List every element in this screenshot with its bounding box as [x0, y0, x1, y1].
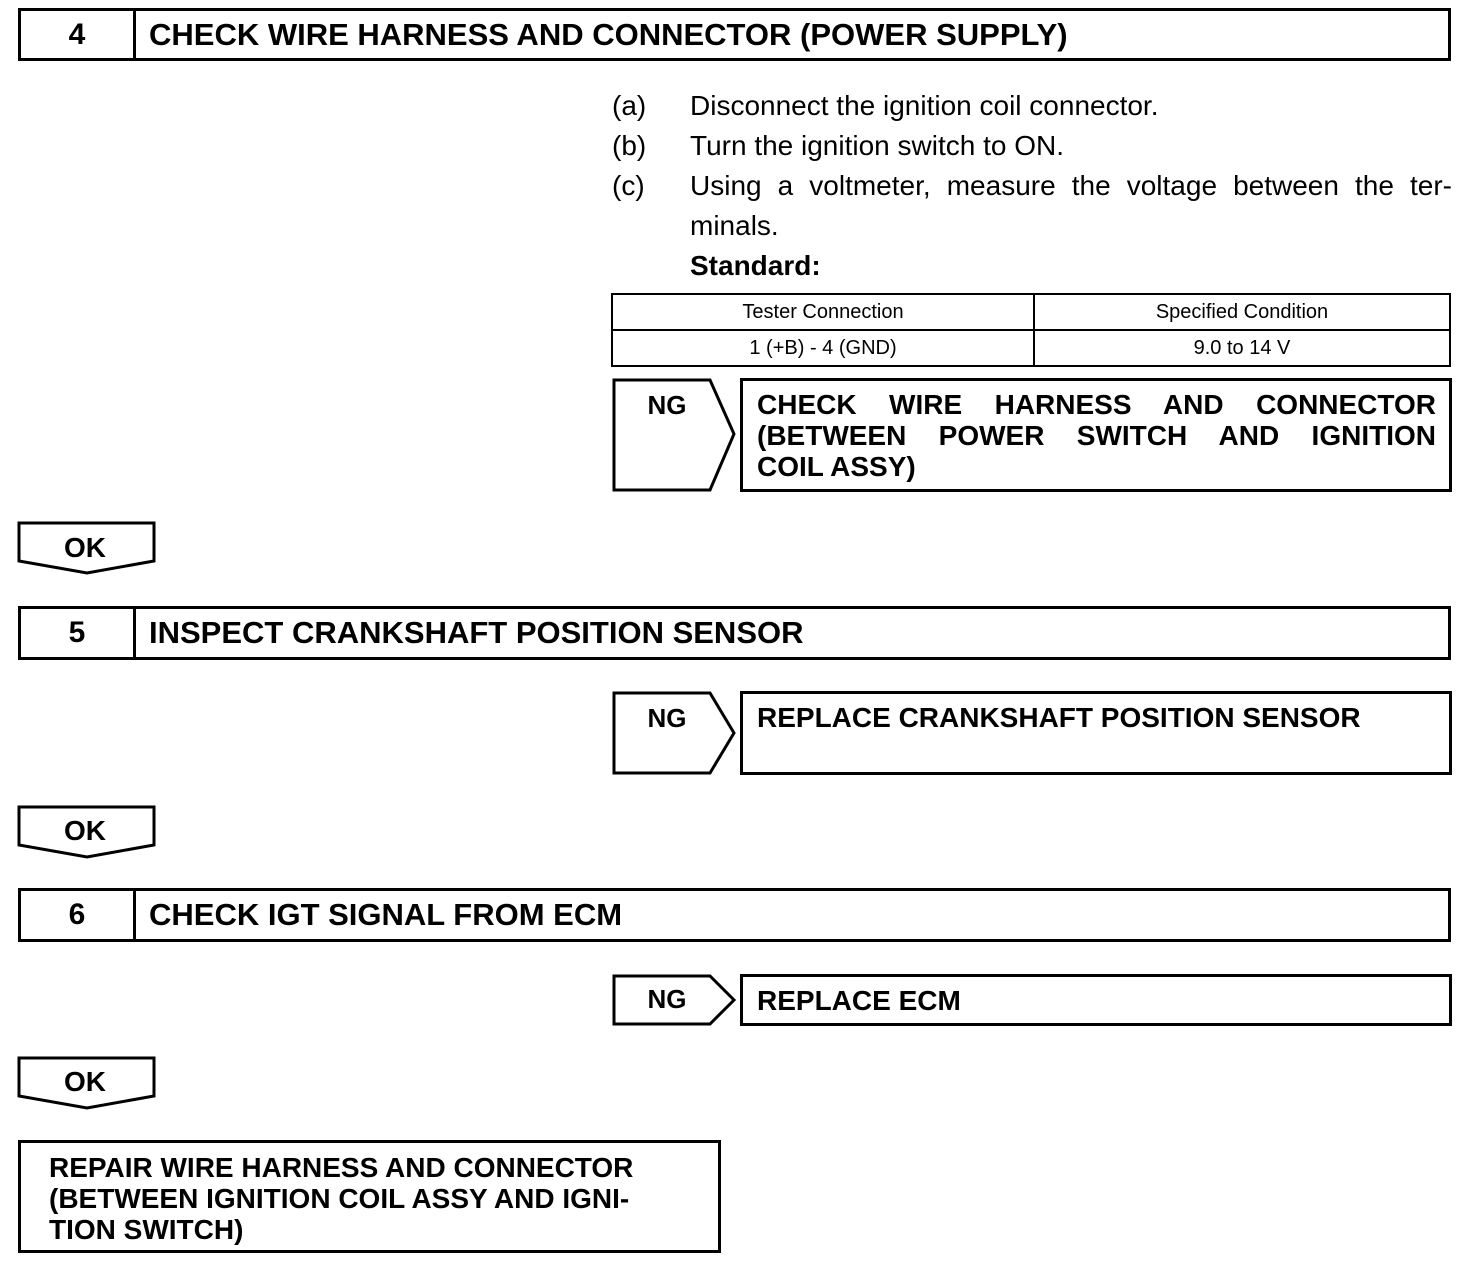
- instruction-c: [612, 166, 1452, 206]
- instruction-letter: (c): [612, 170, 645, 201]
- ng-label: NG: [647, 984, 687, 1014]
- result-line: (BETWEEN POWER SWITCH AND IGNITION: [757, 420, 1436, 451]
- step-4-instructions: [612, 86, 1452, 286]
- instruction-text: Disconnect the ignition coil connector.: [690, 90, 1159, 121]
- ok-label: OK: [64, 1066, 106, 1097]
- table-cell: 1 (+B) - 4 (GND): [612, 330, 1034, 366]
- step-title: CHECK IGT SIGNAL FROM ECM: [149, 897, 623, 932]
- ok-label: OK: [64, 532, 106, 563]
- step-number: 4: [21, 11, 136, 58]
- table-header: Tester Connection: [612, 294, 1034, 330]
- result-line: REPLACE CRANKSHAFT POSITION SENSOR: [757, 702, 1361, 733]
- table-header: Specified Condition: [1034, 294, 1450, 330]
- table-cell: 9.0 to 14 V: [1034, 330, 1450, 366]
- result-line: CHECK WIRE HARNESS AND CONNECTOR: [757, 389, 1436, 420]
- step-number: 6: [21, 891, 136, 939]
- step-6-header: [18, 888, 1451, 942]
- ok-label: OK: [64, 815, 106, 846]
- step-number: 5: [21, 609, 136, 657]
- instruction-text: Turn the ignition switch to ON.: [690, 130, 1065, 161]
- step-6-ng-result: [740, 974, 1452, 1026]
- final-line: TION SWITCH): [49, 1214, 244, 1245]
- standard-row: [612, 246, 1452, 286]
- ng-label: NG: [647, 703, 687, 733]
- table-row: [612, 330, 1450, 366]
- instruction-letter: (a): [612, 90, 647, 121]
- step-4-ng-result: [740, 378, 1452, 492]
- instruction-text: Using a voltmeter, measure the voltage between the ter-: [690, 170, 1452, 201]
- final-line: (BETWEEN IGNITION COIL ASSY AND IGNI-: [49, 1183, 630, 1214]
- instruction-b: [612, 126, 1452, 166]
- instruction-letter: (b): [612, 130, 647, 161]
- instruction-text: minals.: [690, 210, 779, 241]
- standard-label: Standard:: [690, 250, 821, 281]
- step-title: INSPECT CRANKSHAFT POSITION SENSOR: [149, 615, 804, 650]
- step-5-header: [18, 606, 1451, 660]
- step-title: CHECK WIRE HARNESS AND CONNECTOR (POWER SUPPLY): [149, 16, 1068, 52]
- step-4-header: [18, 8, 1451, 61]
- table-header-row: [612, 294, 1450, 330]
- ng-label: NG: [647, 390, 687, 420]
- step-5-ng-result: [740, 691, 1452, 775]
- final-line: REPAIR WIRE HARNESS AND CONNECTOR: [49, 1152, 634, 1183]
- instruction-a: [612, 86, 1452, 126]
- result-line: REPLACE ECM: [757, 985, 961, 1016]
- result-line: COIL ASSY): [757, 451, 916, 482]
- final-repair-box: [18, 1140, 721, 1253]
- standard-table: [611, 293, 1451, 367]
- instruction-c-continued: [612, 206, 1452, 246]
